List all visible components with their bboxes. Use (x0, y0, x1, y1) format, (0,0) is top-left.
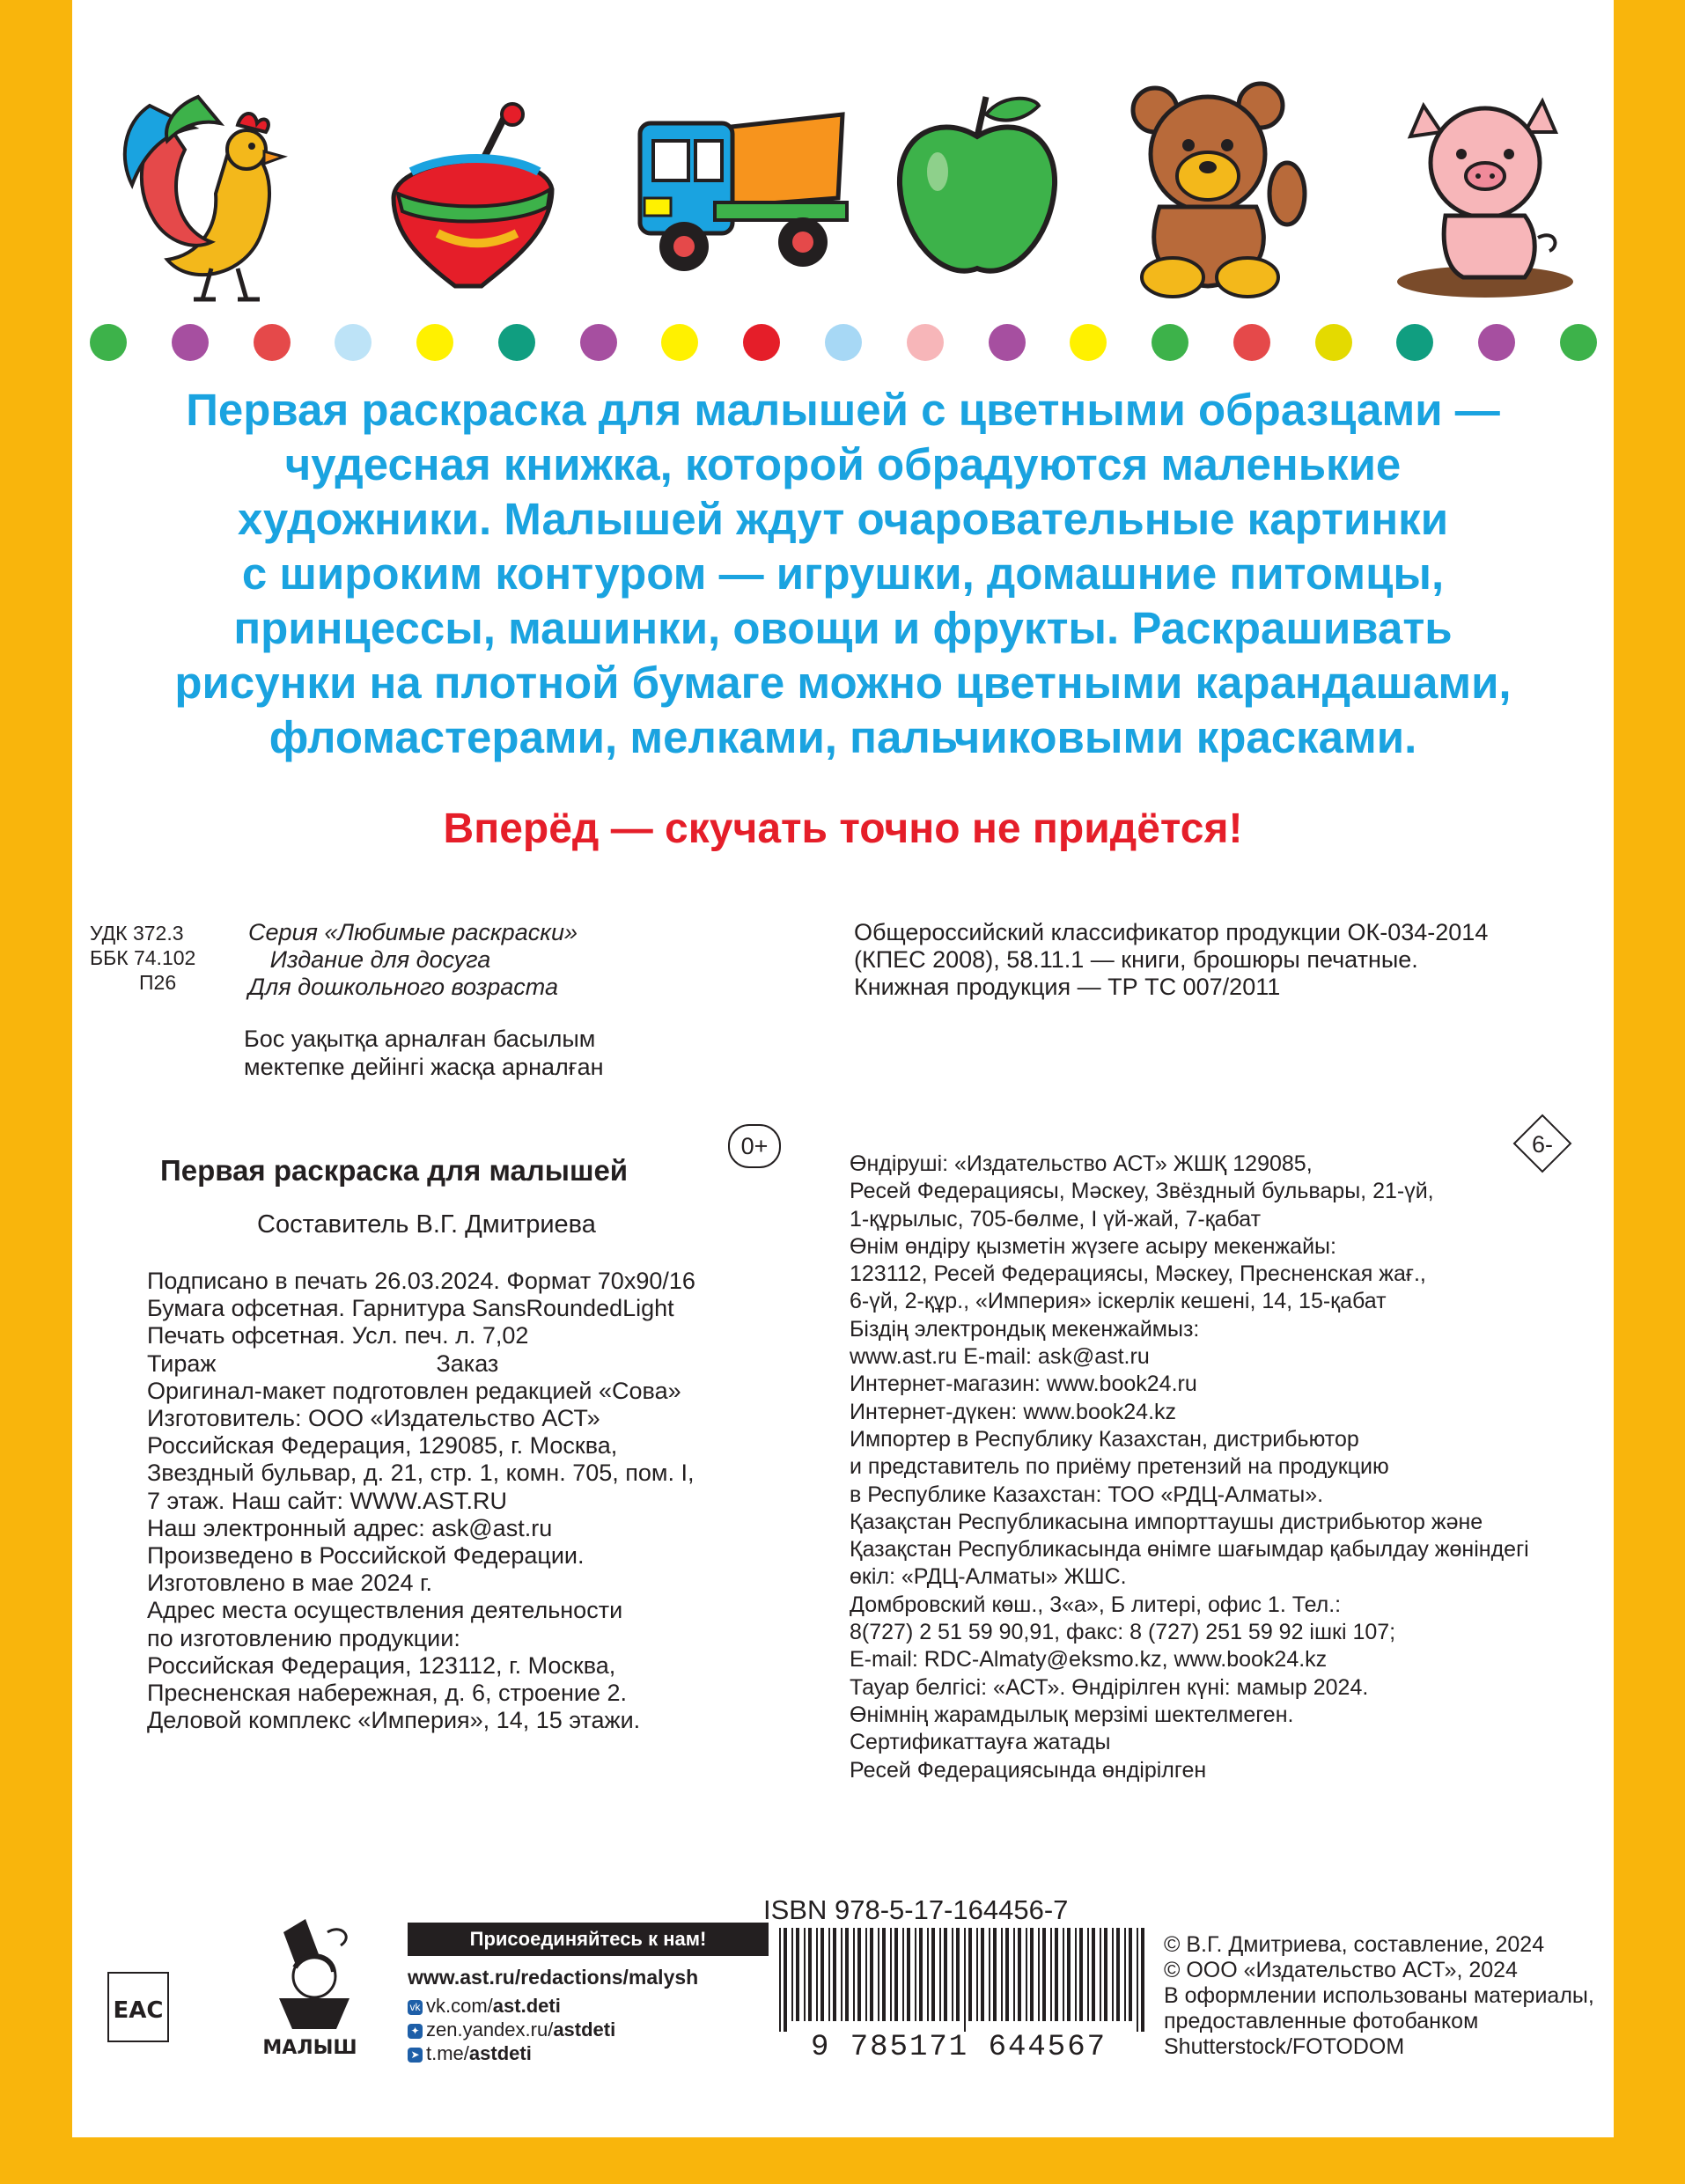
barcode-bar (1124, 1928, 1126, 2021)
description-text (72, 383, 1614, 765)
barcode-bar (882, 1928, 886, 2021)
imprint-line: Оригинал-макет подготовлен редакцией «Сова» (147, 1377, 681, 1404)
barcode-bar (993, 1928, 997, 2021)
imprint-kz-line: өкіл: «РДЦ-Алматы» ЖШС. (850, 1564, 1127, 1590)
color-dot (1152, 324, 1188, 361)
color-dot (743, 324, 780, 361)
okpd-line: Общероссийский классификатор продукции ОК-034-2014 (854, 919, 1489, 945)
series-info (248, 919, 578, 1001)
barcode-bar (791, 1928, 793, 2021)
barcode-bar (1104, 1928, 1107, 2021)
description-line: с широким контуром — игрушки, домашние питомцы, (241, 548, 1445, 599)
color-dot (254, 324, 291, 361)
barcode-bar (816, 1928, 818, 2021)
barcode-bar (1050, 1928, 1052, 2021)
imprint-line: Наш электронный адрес: ask@ast.ru (147, 1514, 553, 1541)
copyright-line: Shutterstock/FOTODOM (1164, 2034, 1405, 2059)
print-run-label: Тираж (147, 1349, 217, 1377)
bbk: ББК 74.102 (90, 946, 196, 969)
color-dot (416, 324, 453, 361)
social-link-telegram[interactable]: ➤ t.me/astdeti (408, 2042, 532, 2065)
publisher-logo (253, 1915, 367, 2060)
rooster-icon (114, 88, 308, 313)
product-classifier (854, 919, 1488, 1001)
order-label: Заказ (436, 1349, 499, 1377)
piglet-icon (1393, 84, 1578, 299)
slogan: Вперёд — скучать точно не придётся! (443, 805, 1243, 852)
okpd-line: (КПЕС 2008), 58.11.1 — книги, брошюры печатные. (854, 946, 1418, 973)
barcode-bar (1112, 1928, 1114, 2021)
age-rating-badge: 0+ (728, 1124, 781, 1168)
color-dot (907, 324, 944, 361)
description-line: рисунки на плотной бумаге можно цветными карандашами, (174, 658, 1512, 708)
barcode-bar (956, 1928, 960, 2021)
copyright-line: В оформлении использованы материалы, (1164, 1983, 1594, 2008)
barcode-bar (1137, 1928, 1138, 2032)
barcode-bar (952, 1928, 953, 2021)
color-dot (661, 324, 698, 361)
barcode-bar (833, 1928, 836, 2021)
imprint-kz-line: 1-құрылыс, 705-бөлме, I үй-жай, 7-қабат (850, 1206, 1262, 1232)
barcode-bar (976, 1928, 978, 2021)
age-kz-text: 6- (1531, 1131, 1554, 1158)
imprint-line: Российская Федерация, 123112, г. Москва, (147, 1651, 616, 1679)
barcode-bar (927, 1928, 929, 2021)
barcode-bar (981, 1928, 984, 2021)
barcode-bar (1055, 1928, 1058, 2021)
imprint-line: Адрес места осуществления деятельности (147, 1597, 623, 1624)
imprint-kz-line: в Республике Казахстан: ТОО «РДЦ-Алматы». (850, 1482, 1324, 1507)
barcode (763, 1928, 1155, 2060)
barcode-bar (907, 1928, 910, 2021)
eac-mark-icon (107, 1972, 169, 2042)
barcode-bar (915, 1928, 916, 2021)
description-line: принцессы, машинки, овощи и фрукты. Раскрашивать (233, 603, 1453, 653)
imprint-kz-line: Тауар белгісі: «АСТ». Өндірілген күні: мамыр 2024. (850, 1674, 1369, 1700)
copyright-line: предоставленные фотобанком (1164, 2009, 1479, 2033)
imprint-kz-line: Домбровский көш., 3«а», Б литері, офис 1. Тел.: (850, 1592, 1342, 1617)
imprint-line: Произведено в Российской Федерации. (147, 1542, 585, 1570)
barcode-bar (1018, 1928, 1021, 2021)
barcode-bar (964, 1928, 966, 2032)
imprint-kz-line: Өндіруші: «Издательство АСТ» ЖШҚ 129085, (850, 1151, 1313, 1176)
copyright-line: © ООО «Издательство АСТ», 2024 (1164, 1958, 1518, 1982)
imprint-kz-line: Біздің электрондық мекенжаймыз: (850, 1316, 1200, 1342)
barcode-bar (931, 1928, 935, 2021)
imprint-kz-line: Қазақстан Республикасында өнімге шағымдар қабылдау жөніндегі (850, 1537, 1529, 1563)
barcode-bar (1005, 1928, 1009, 2021)
barcode-bar (989, 1928, 990, 2021)
barcode-bar (1038, 1928, 1040, 2021)
imprint-kz-line: 123112, Ресей Федерациясы, Мәскеу, Пресненская жағ., (850, 1261, 1426, 1287)
apple-icon (889, 88, 1065, 286)
color-dot (580, 324, 617, 361)
dump-truck-icon (627, 101, 851, 282)
okpd-line: Книжная продукция — ТР ТС 007/2011 (854, 974, 1281, 1000)
imprint-kz-line: 8(727) 2 51 59 90,91, факс: 8 (727) 251 59 92 ішкі 107; (850, 1620, 1396, 1645)
imprint-line: Печать офсетная. Усл. печ. л. 7,02 (147, 1322, 529, 1349)
barcode-bar (841, 1928, 842, 2021)
compiler: Составитель В.Г. Дмитриева (257, 1210, 596, 1239)
udk: УДК 372.3 (90, 922, 184, 945)
barcode-bar (1116, 1928, 1120, 2021)
imprint-line: Деловой комплекс «Империя», 14, 15 этажи. (147, 1707, 641, 1734)
imprint-kz-line: Импортер в Республику Казахстан, дистрибьютор (850, 1426, 1359, 1452)
spinning-top-icon (385, 101, 561, 295)
color-dot (1396, 324, 1433, 361)
social-link-zen[interactable]: ✦ zen.yandex.ru/astdeti (408, 2019, 615, 2041)
imprint-line: 7 этаж. Наш сайт: WWW.AST.RU (147, 1487, 507, 1514)
imprint-kz-line: Өнімнің жарамдылық мерзімі шектелмеген. (850, 1702, 1294, 1727)
barcode-bar (796, 1928, 799, 2021)
barcode-bar (1013, 1928, 1015, 2021)
isbn: ISBN 978-5-17-164456-7 (763, 1894, 1069, 1925)
imprint-kz-line: Өнім өндіру қызметін жүзеге асыру мекенжайы: (850, 1233, 1336, 1259)
color-dot (90, 324, 127, 361)
imprint-kz-line: 6-үй, 2-құр., «Империя» іскерлік кешені, 14, 15-қабат (850, 1289, 1387, 1314)
imprint-kz-line: E-mail: RDC-Almaty@eksmo.kz, www.book24.kz (850, 1647, 1328, 1673)
barcode-bars (779, 1928, 1144, 2032)
barcode-bar (779, 1928, 781, 2032)
social-link-vk[interactable]: vk vk.com/ast.deti (408, 1995, 561, 2018)
barcode-bar (1141, 1928, 1144, 2032)
barcode-bar (828, 1928, 830, 2021)
imprint-line: Российская Федерация, 129085, г. Москва, (147, 1432, 618, 1460)
barcode-bar (808, 1928, 812, 2021)
imprint-kz-line: Интернет-магазин: www.book24.ru (850, 1371, 1197, 1397)
barcode-bar (1026, 1928, 1027, 2021)
zen-icon: ✦ (408, 2024, 423, 2039)
barcode-bar (784, 1928, 787, 2032)
classification-codes (90, 921, 195, 995)
color-dot (335, 324, 372, 361)
copyright-line: © В.Г. Дмитриева, составление, 2024 (1164, 1932, 1545, 1957)
series-info-kz (244, 1025, 604, 1081)
color-dot (825, 324, 862, 361)
imprint-line: по изготовлению продукции: (147, 1624, 460, 1651)
teddy-bear-icon (1120, 79, 1309, 304)
barcode-bar (853, 1928, 855, 2021)
barcode-bar (1092, 1928, 1095, 2021)
barcode-bar (1030, 1928, 1034, 2021)
imprint-line: Пресненская набережная, д. 6, строение 2. (147, 1680, 627, 1707)
color-dot (989, 324, 1026, 361)
color-dot (1478, 324, 1515, 361)
barcode-bar (1067, 1928, 1071, 2021)
join-banner: Присоединяйтесь к нам! (408, 1923, 769, 1956)
barcode-digits: 9 785171 644567 (810, 2031, 1107, 2060)
barcode-bar (1129, 1928, 1132, 2021)
barcode-bar (968, 1928, 972, 2021)
barcode-bar (820, 1928, 824, 2021)
vk-icon: vk (408, 2000, 423, 2015)
barcode-bar (845, 1928, 849, 2021)
color-dot (1070, 324, 1107, 361)
telegram-icon: ➤ (408, 2048, 423, 2063)
print-run-line (147, 1350, 695, 1378)
description-line: фломастерами, мелками, пальчиковыми красками. (269, 712, 1417, 762)
copyright-block (1164, 1932, 1594, 2060)
imprint-line: Звездный бульвар, д. 21, стр. 1, комн. 705, пом. I, (147, 1460, 695, 1487)
imprint-line: Изготовитель: ООО «Издательство АСТ» (147, 1405, 600, 1432)
barcode-bar (919, 1928, 923, 2021)
site-link[interactable]: www.ast.ru/redactions/malysh (408, 1966, 699, 1989)
book-title: Первая раскраска для малышей (160, 1154, 629, 1187)
imprint-kz (850, 1151, 1529, 1784)
barcode-bar (1075, 1928, 1077, 2021)
series-line: Издание для досуга (269, 946, 491, 973)
barcode-bar (902, 1928, 904, 2021)
white-panel (72, 0, 1614, 2137)
imprint-kz-line: Ресей Федерациясы, Мәскеу, Звёздный бульвары, 21-үй, (850, 1179, 1434, 1204)
color-dot (172, 324, 209, 361)
imprint-line: Подписано в печать 26.03.2024. Формат 70x90/16 (147, 1268, 695, 1294)
barcode-bar (1079, 1928, 1083, 2021)
description-line: Первая раскраска для малышей с цветными образцами — (186, 385, 1500, 435)
author-mark: П26 (139, 971, 177, 994)
color-dot (1315, 324, 1352, 361)
imprint-kz-line: Сертификаттауға жатады (850, 1730, 1111, 1755)
imprint-kz-line: Интернет-дүкен: www.book24.kz (850, 1399, 1177, 1424)
imprint-line: Бумага офсетная. Гарнитура SansRoundedLight (147, 1295, 674, 1322)
imprint-kz-line: www.ast.ru E-mail: ask@ast.ru (850, 1344, 1150, 1370)
barcode-bar (857, 1928, 861, 2021)
color-dot (498, 324, 535, 361)
barcode-bar (878, 1928, 879, 2021)
series-kz-line: Бос уақытқа арналған басылым (244, 1026, 596, 1052)
color-dot (1233, 324, 1270, 361)
barcode-bar (865, 1928, 867, 2021)
imprint-kz-line: Қазақстан Республикасына импорттаушы дистрибьютор және (850, 1509, 1483, 1534)
imprint-kz-line: Ресей Федерациясында өндірілген (850, 1757, 1207, 1783)
barcode-bar (804, 1928, 806, 2021)
series-line: Для дошкольного возраста (248, 974, 559, 1000)
imprint-kz-line: и представитель по приёму претензий на продукцию (850, 1454, 1389, 1480)
barcode-bar (939, 1928, 941, 2021)
barcode-bar (1100, 1928, 1101, 2021)
publisher-logo-text: МАЛЫШ (262, 2037, 357, 2059)
eac-text: EAC (113, 1997, 164, 2024)
barcode-bar (944, 1928, 947, 2021)
barcode-bar (894, 1928, 898, 2021)
description-line: чудесная книжка, которой обрадуются маленькие (284, 439, 1402, 489)
barcode-bar (890, 1928, 892, 2021)
series-line: Серия «Любимые раскраски» (248, 919, 578, 945)
imprint-line: Изготовлено в мае 2024 г. (147, 1570, 433, 1597)
barcode-bar (1001, 1928, 1003, 2021)
barcode-bar (1042, 1928, 1046, 2021)
barcode-bar (1087, 1928, 1089, 2021)
imprint-ru-head (147, 1268, 695, 1734)
color-dot (1560, 324, 1597, 361)
description-line: художники. Малышей ждут очаровательные картинки (237, 494, 1449, 544)
barcode-bar (1063, 1928, 1064, 2021)
series-kz-line: мектепке дейінгі жасқа арналған (244, 1054, 604, 1080)
barcode-bar (870, 1928, 873, 2021)
